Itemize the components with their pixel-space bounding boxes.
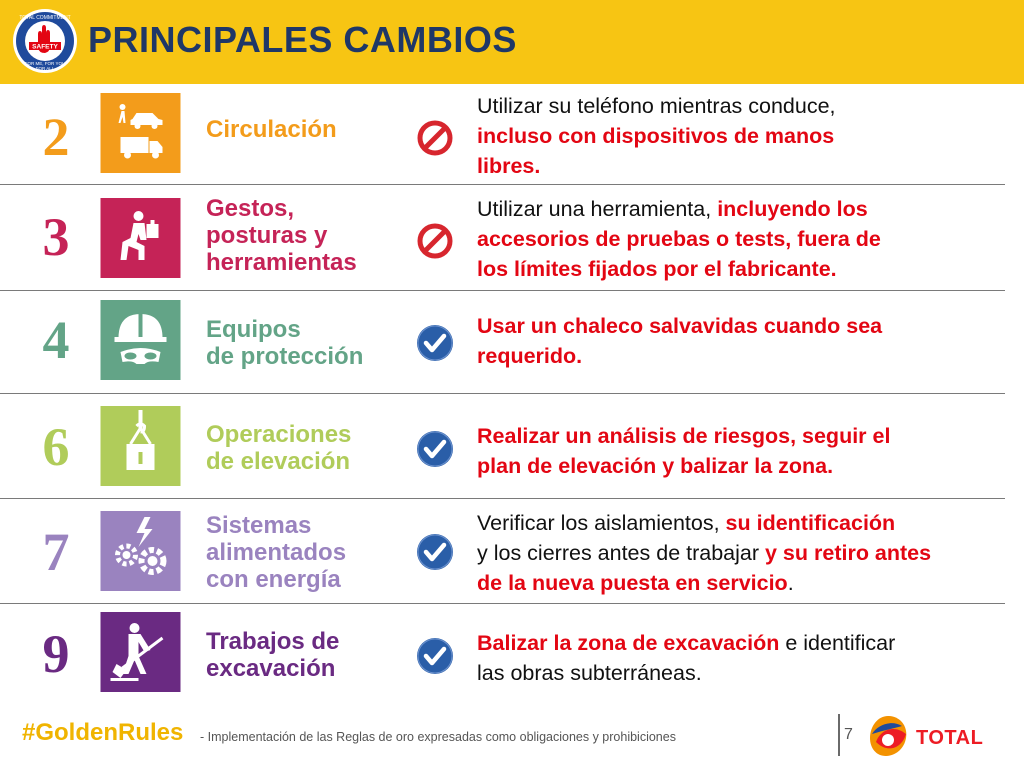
description-line [477,628,1017,658]
rule-description [477,508,1017,598]
emphasis-text: requerido. [477,344,583,368]
description-line [477,658,1017,688]
emphasis-text: accesorios de pruebas o tests, fuera de [477,227,881,251]
rule-label [206,512,346,593]
worker-shovel-excavation-icon [100,612,181,692]
header-banner [0,0,1024,84]
plain-text: Utilizar su teléfono mientras conduce, [477,94,836,118]
rule-description [477,421,1017,481]
total-brand-text: TOTAL [916,727,984,749]
svg-text:FOR ALL: FOR ALL [35,66,55,71]
rule-number: 6 [42,417,70,477]
rule-label [206,421,351,475]
footer-subtitle: - Implementación de las Reglas de oro expresadas como obligaciones y prohibiciones [200,730,676,744]
plain-text: e identificar [779,631,896,655]
safety-logo [12,8,78,74]
rule-status [416,430,454,468]
check-icon [416,533,454,571]
rule-number: 3 [42,207,70,267]
rule-label-line: Sistemas [206,512,312,539]
rule-label-line: Trabajos de [206,628,340,655]
rule-description [477,311,1017,371]
rule-label-line: Operaciones [206,421,352,448]
rule-status [416,637,454,675]
rule-status [416,533,454,571]
rule-number: 7 [42,522,70,582]
gears-lightning-icon [100,511,181,591]
rule-description [477,194,1017,284]
row-separator [0,184,1005,185]
row-separator [0,393,1005,394]
emphasis-text: Realizar un análisis de riesgos, seguir el [477,424,891,448]
prohibited-icon [416,222,454,260]
emphasis-text: Usar un chaleco salvavidas cuando sea [477,314,883,338]
emphasis-text: incluyendo los [717,197,868,221]
emphasis-text: de la nueva puesta en servicio [477,571,788,595]
row-separator [0,498,1005,499]
page-title: PRINCIPALES CAMBIOS [88,19,517,60]
description-line [477,508,1017,538]
svg-text:SAFETY: SAFETY [32,43,58,51]
footer-divider [838,714,840,756]
rule-label [206,316,363,370]
rule-label-line: excavación [206,655,336,682]
rule-description [477,628,1017,688]
description-line [477,224,1017,254]
rule-status [416,324,454,362]
row-separator [0,290,1005,291]
description-line [477,151,1017,181]
rule-description [477,91,1017,181]
description-line [477,538,1017,568]
emphasis-text: plan de elevación y balizar la zona. [477,454,834,478]
crane-hook-load-icon [100,406,181,486]
rule-tile [100,93,181,173]
pedestrian-car-truck-icon [100,93,181,173]
rule-label-line: Equipos [206,316,301,343]
rule-tile [100,300,181,380]
rule-tile [100,612,181,692]
description-line [477,91,1017,121]
hashtag-label: #GoldenRules [22,719,184,746]
svg-text:FOR ME, FOR YOU: FOR ME, FOR YOU [24,61,66,66]
emphasis-text: su identificación [725,511,896,535]
rule-status [416,119,454,157]
rule-tile [100,406,181,486]
rule-number: 4 [42,310,70,370]
safety-hand-icon [12,8,78,74]
rule-label-line: alimentados [206,539,347,566]
rule-number: 2 [42,107,70,167]
plain-text: Verificar los aislamientos, [477,511,726,535]
row-separator [0,603,1005,604]
emphasis-text: incluso con dispositivos de manos [477,124,835,148]
rule-label [206,628,339,682]
worker-lifting-tool-icon [100,198,181,278]
rule-label-line: herramientas [206,249,357,276]
emphasis-text: los límites fijados por el fabricante. [477,257,837,281]
rule-label-line: de protección [206,343,364,370]
rule-label-line: posturas y [206,222,328,249]
rule-label [206,195,357,276]
plain-text: las obras subterráneas. [477,661,702,685]
description-line [477,254,1017,284]
prohibited-icon [416,119,454,157]
rule-label [206,116,337,143]
description-line [477,421,1017,451]
rule-status [416,222,454,260]
description-line [477,194,1017,224]
check-icon [416,637,454,675]
check-icon [416,324,454,362]
rule-label-line: Gestos, [206,195,295,222]
rule-tile [100,511,181,591]
svg-text:TOTAL COMMITMENT: TOTAL COMMITMENT [19,15,71,21]
rule-number: 9 [42,624,70,684]
check-icon [416,430,454,468]
plain-text: . [787,571,794,595]
description-line [477,568,1017,598]
rule-label-line: Circulación [206,116,337,143]
total-logo-icon [866,712,910,760]
rule-label-line: de elevación [206,448,351,475]
rule-tile [100,198,181,278]
emphasis-text: Balizar la zona de excavación [477,631,780,655]
helmet-goggles-icon [100,300,181,380]
description-line [477,121,1017,151]
rule-label-line: con energía [206,566,341,593]
description-line [477,311,1017,341]
description-line [477,451,1017,481]
description-line [477,341,1017,371]
plain-text: Utilizar una herramienta, [477,197,718,221]
page-number: 7 [844,726,853,743]
emphasis-text: libres. [477,154,541,178]
emphasis-text: y su retiro antes [765,541,932,565]
plain-text: y los cierres antes de trabajar [477,541,765,565]
